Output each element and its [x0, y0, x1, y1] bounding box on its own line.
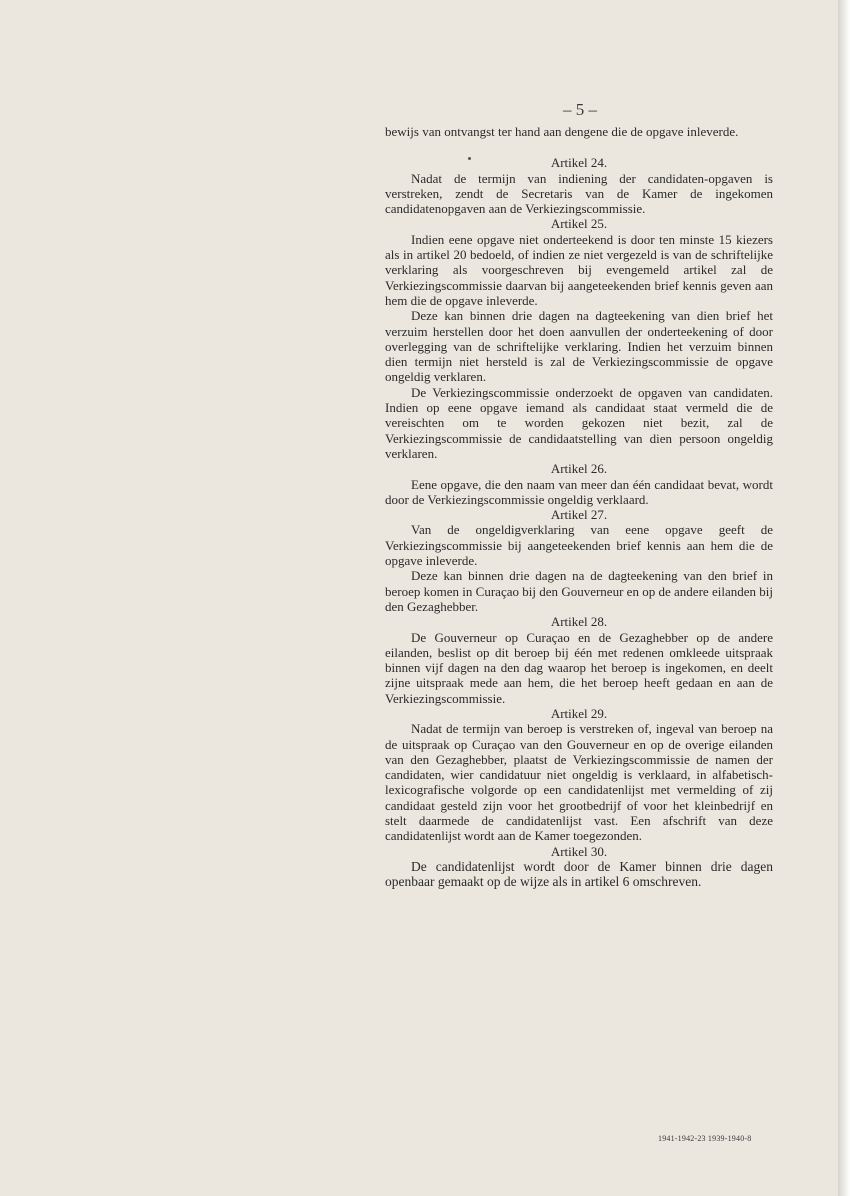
page-number: – 5 – [563, 100, 597, 119]
article-25 [385, 216, 773, 461]
article-heading: Artikel 24. [550, 155, 608, 171]
article-paragraph: De Verkiezingscommissie onderzoekt de opgaven van candidaten. Indien op eene opgave iemand als candidaat staat vermeld die de vereischten om te worden gekozen niet bezit, zal de Verkiezingscommissie de candidaatstelling van dien persoon ongeldig verklaren. [385, 384, 773, 461]
article-27 [385, 507, 773, 614]
page-edge [838, 0, 850, 1196]
article-heading: Artikel 25. [550, 216, 608, 232]
print-reference: 1941-1942-23 1939-1940-8 [658, 1134, 752, 1143]
article-paragraph: Indien eene opgave niet onderteekend is door ten minste 15 kiezers als in artikel 20 bedoeld, of indien ze niet vergezeld is van de schriftelijke verklaring als voorgeschreven bij evengemeld artikel zal de Verkiezingscommissie daarvan bij aangeteekenden brief kennis geven aan hem die de opgave inleverde. [385, 231, 773, 308]
article-paragraph: Nadat de termijn van beroep is verstreken of, ingeval van beroep na de uitspraak op Curaçao van den Gouverneur en op de overige eilanden van den Gezaghebber, plaatst de Verkiezingscommissie de namen der candidaten, wier candidatuur niet ongeldig is verklaard, in alfabetisch-lexicografische volgorde op een candidatenlijst met vermelding of zij candidaat gesteld zijn voor het grootbedrijf of voor het kleinbedrijf en stelt daarmede de candidatenlijst vast. Een afschrift van deze candidatenlijst wordt aan de Kamer toegezonden. [385, 721, 773, 844]
article-paragraph: Deze kan binnen drie dagen na dagteekening van dien brief het verzuim herstellen door het doen aanvullen der onderteekening of door overlegging van de schriftelijke verklaring. Indien het verzuim binnen dien termijn niet hersteld is zal de Verkiezingscommissie de opgave ongeldig verklaren. [385, 308, 773, 385]
article-paragraph: De candidatenlijst wordt door de Kamer binnen drie dagen openbaar gemaakt op de wijze als in artikel 6 omschreven. [385, 858, 773, 890]
intro-line: bewijs van ontvangst ter hand aan dengene die de opgave inleverde. [385, 124, 739, 139]
article-paragraph: Nadat de termijn van indiening der candidaten-opgaven is verstreken, zendt de Secretaris van de Kamer de ingekomen candidatenopgaven aan de Verkiezingscommissie. [385, 170, 773, 217]
article-heading: Artikel 30. [550, 843, 608, 859]
article-28 [385, 614, 773, 706]
article-paragraph: Eene opgave, die den naam van meer dan één candidaat bevat, wordt door de Verkiezingscommissie ongeldig verklaard. [385, 476, 773, 507]
article-heading: Artikel 27. [550, 507, 608, 523]
article-heading: Artikel 26. [550, 461, 608, 477]
article-30 [385, 844, 773, 890]
body-text [385, 124, 773, 890]
article-heading: Artikel 29. [550, 705, 608, 721]
article-29 [385, 706, 773, 844]
article-paragraph: Deze kan binnen drie dagen na de dagteekening van den brief in beroep komen in Curaçao bij den Gouverneur en op de andere eilanden bij den Gezaghebber. [385, 568, 773, 614]
article-heading: Artikel 28. [550, 614, 608, 630]
article-26 [385, 461, 773, 507]
article-paragraph: Van de ongeldigverklaring van eene opgave geeft de Verkiezingscommissie bij aangeteekenden brief kennis aan hem die de opgave inleverde. [385, 522, 773, 569]
article-24 [385, 155, 773, 216]
article-paragraph: De Gouverneur op Curaçao en de Gezaghebber op de andere eilanden, beslist op dit beroep bij één met redenen omkleede uitspraak binnen vijf dagen na den dag waarop het beroep is ingekomen, en deelt zijne uitspraak mede aan hem, die het beroep heeft gedaan en aan de Verkiezingscommissie. [385, 629, 773, 706]
